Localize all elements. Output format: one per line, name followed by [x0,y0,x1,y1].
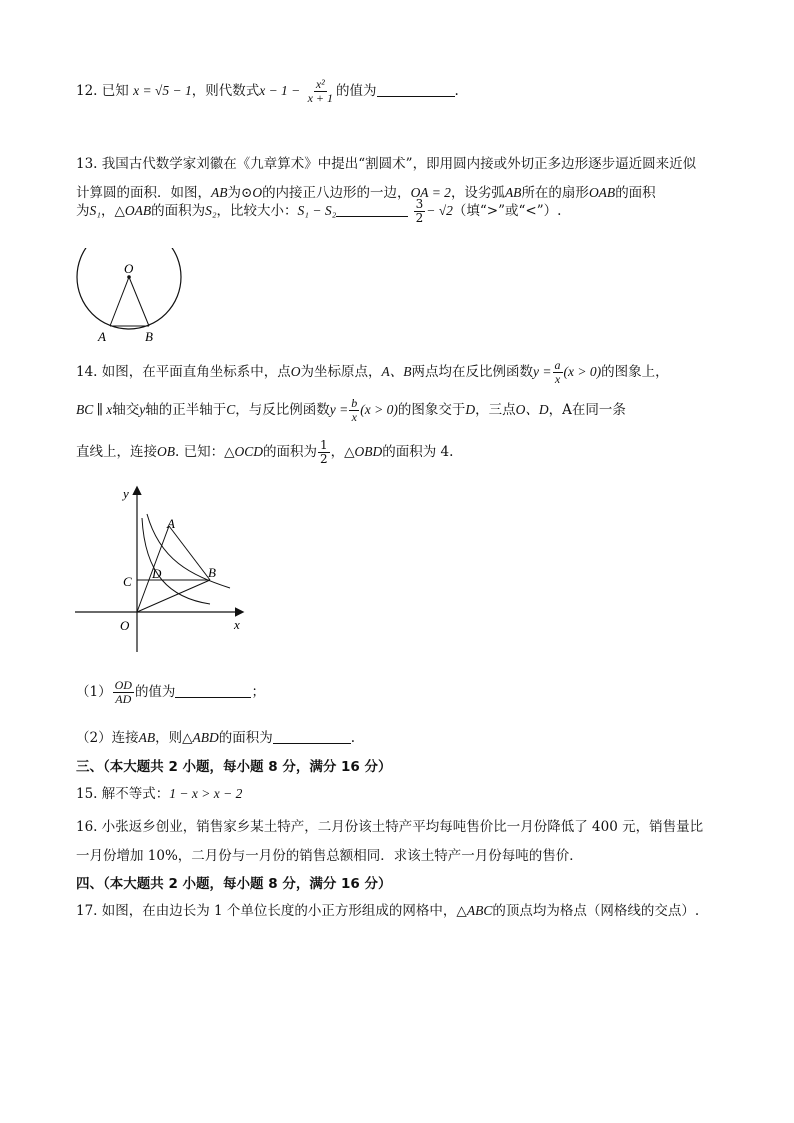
segment-OB [129,277,149,326]
question-14-line-3: 直线上，连接OB. 已知：△OCD的面积为 $\frac{1}{2}$ ，△OBD的面积为 4. [76,438,454,466]
question-14-sub-1: （1） $\frac{OD}{AD}$ 的值为 ； [76,678,265,706]
section-3-heading: 三、（本大题共 2 小题，每小题 8 分，满分 16 分） [76,759,392,775]
answer-blank[interactable] [273,729,351,744]
fraction: $\frac{1}{2}$ [319,438,328,466]
question-16-line-1: 16. 小张返乡创业，销售家乡某土特产，二月份该土特产平均每吨售价比一月份降低了 400 元，销售量比 [76,819,704,835]
label-B: B [208,565,216,580]
answer-blank[interactable] [336,202,408,217]
circle-figure [70,248,190,348]
answer-blank[interactable] [175,683,251,698]
fraction: $\frac{OD}{AD}$ [114,678,132,706]
label-D: D [152,566,162,581]
label-A: A [98,329,106,344]
question-13-line-1: 13. 我国古代数学家刘徽在《九章算术》中提出“割圆术”，即用圆内接或外切正多边形逐步逼近圆来近似 [76,156,697,172]
label-A: A [167,516,175,531]
fraction: $\frac{b}{x}$ [351,396,358,424]
question-14-line-2: BC ∥ x轴交y轴的正半轴于C，与反比例函数y = $\frac{b}{x}$ (x > 0)的图象交于D，三点O、D，A在同一条 [76,396,626,424]
label-B: B [145,329,153,344]
question-14-sub-2: （2）连接AB，则△ABD的面积为 . [76,730,356,746]
section-4-heading: 四、（本大题共 2 小题，每小题 8 分，满分 16 分） [76,876,392,892]
question-12: 12. 已知 x = √5 − 1，则代数式x − 1 − $\frac{\text{x²}}{x + 1}$ 的值为 . [76,77,459,105]
segment-OB [137,580,210,612]
question-13-line-3: 为S₁，△OAB的面积为S₂，比较大小：S₁ − S₂ $\frac{3}{2}$ − √2（填“>”或“<”）. [76,197,562,225]
question-16-line-2: 一月份增加 10%，二月份与一月份的销售总额相同．求该土特产一月份每吨的售价． [76,848,583,864]
segment-AB [169,526,210,580]
fraction: $\frac{\text{x²}}{x + 1}$ [307,77,334,105]
question-13-line-2: 计算圆的面积．如图，AB为⊙O的内接正八边形的一边，OA = 2，设劣弧AB所在的扇形OAB的面积 [76,185,656,201]
fraction: $\frac{a}{x}$ [554,358,561,386]
label-y: y [123,486,129,501]
segment-OA [110,277,129,326]
fraction: $\frac{3}{2}$ [415,197,424,225]
question-17: 17. 如图，在由边长为 1 个单位长度的小正方形组成的网格中，△ABC的顶点均为格点（网格线的交点）. [76,903,700,919]
label-O: O [124,261,134,276]
label-C: C [123,574,132,589]
question-15: 15. 解不等式：1 − x > x − 2 [76,786,243,802]
label-x: x [234,617,240,632]
coordinate-figure [70,480,260,660]
question-14-line-1: 14. 如图，在平面直角坐标系中，点O为坐标原点，A、B两点均在反比例函数y = $\frac{a}{x}$ (x > 0)的图象上， [76,358,669,386]
label-O: O [120,618,130,633]
answer-blank[interactable] [377,82,455,97]
